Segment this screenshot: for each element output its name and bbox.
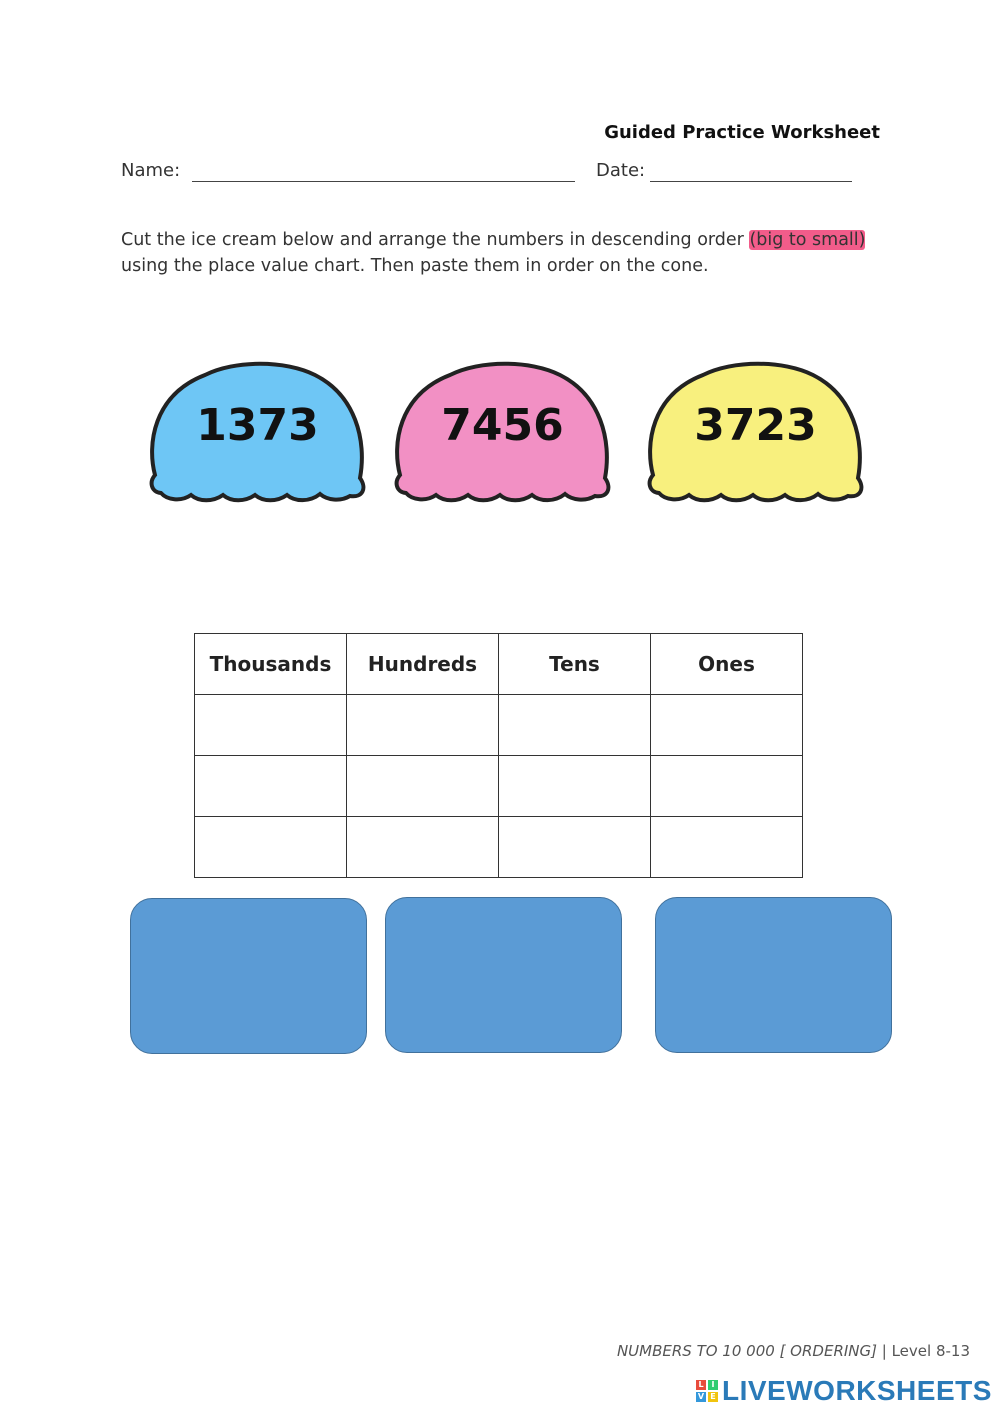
scoop-number: 1373 xyxy=(196,400,319,451)
footer-separator: | xyxy=(877,1342,892,1360)
table-cell[interactable] xyxy=(651,756,803,817)
answer-drop-box-2[interactable] xyxy=(385,897,622,1053)
footer-level: Level 8-13 xyxy=(891,1342,970,1360)
table-cell[interactable] xyxy=(651,817,803,878)
date-label: Date: xyxy=(596,160,646,181)
answer-drop-box-3[interactable] xyxy=(655,897,892,1053)
answer-drop-box-1[interactable] xyxy=(130,898,367,1054)
scoop-number: 7456 xyxy=(441,400,564,451)
table-cell[interactable] xyxy=(499,695,651,756)
table-row xyxy=(195,695,803,756)
column-header-ones: Ones xyxy=(651,634,803,695)
name-label: Name: xyxy=(121,160,181,181)
worksheet-title: Guided Practice Worksheet xyxy=(604,122,880,143)
table-row xyxy=(195,817,803,878)
date-field[interactable] xyxy=(650,181,852,182)
footer-topic-level xyxy=(560,1342,970,1360)
table-cell[interactable] xyxy=(195,695,347,756)
ice-cream-scoop-1[interactable] xyxy=(145,350,370,510)
liveworksheets-logo-icon: L I V E xyxy=(696,1380,718,1402)
brand-name: LIVEWORKSHEETS xyxy=(722,1375,992,1406)
table-cell[interactable] xyxy=(499,817,651,878)
footer-topic: NUMBERS TO 10 000 [ ORDERING] xyxy=(616,1342,877,1360)
place-value-chart xyxy=(194,633,803,878)
table-row xyxy=(195,756,803,817)
ice-cream-scoop-3[interactable] xyxy=(643,350,868,510)
scoop-number: 3723 xyxy=(694,400,817,451)
table-cell[interactable] xyxy=(499,756,651,817)
instruction-part1: Cut the ice cream below and arrange the numbers in descending order xyxy=(121,230,750,250)
ice-cream-scoop-2[interactable] xyxy=(390,350,615,510)
table-header-row xyxy=(195,634,803,695)
column-header-hundreds: Hundreds xyxy=(347,634,499,695)
table-cell[interactable] xyxy=(347,695,499,756)
instruction-part2: using the place value chart. Then paste them in order on the cone. xyxy=(121,256,709,276)
liveworksheets-logo[interactable] xyxy=(696,1376,992,1406)
table-cell[interactable] xyxy=(347,817,499,878)
table-cell[interactable] xyxy=(651,695,803,756)
table-cell[interactable] xyxy=(195,817,347,878)
name-field[interactable] xyxy=(192,181,575,182)
table-cell[interactable] xyxy=(347,756,499,817)
column-header-thousands: Thousands xyxy=(195,634,347,695)
column-header-tens: Tens xyxy=(499,634,651,695)
instruction-highlight: (big to small) xyxy=(749,230,866,250)
instructions xyxy=(121,227,901,279)
table-cell[interactable] xyxy=(195,756,347,817)
